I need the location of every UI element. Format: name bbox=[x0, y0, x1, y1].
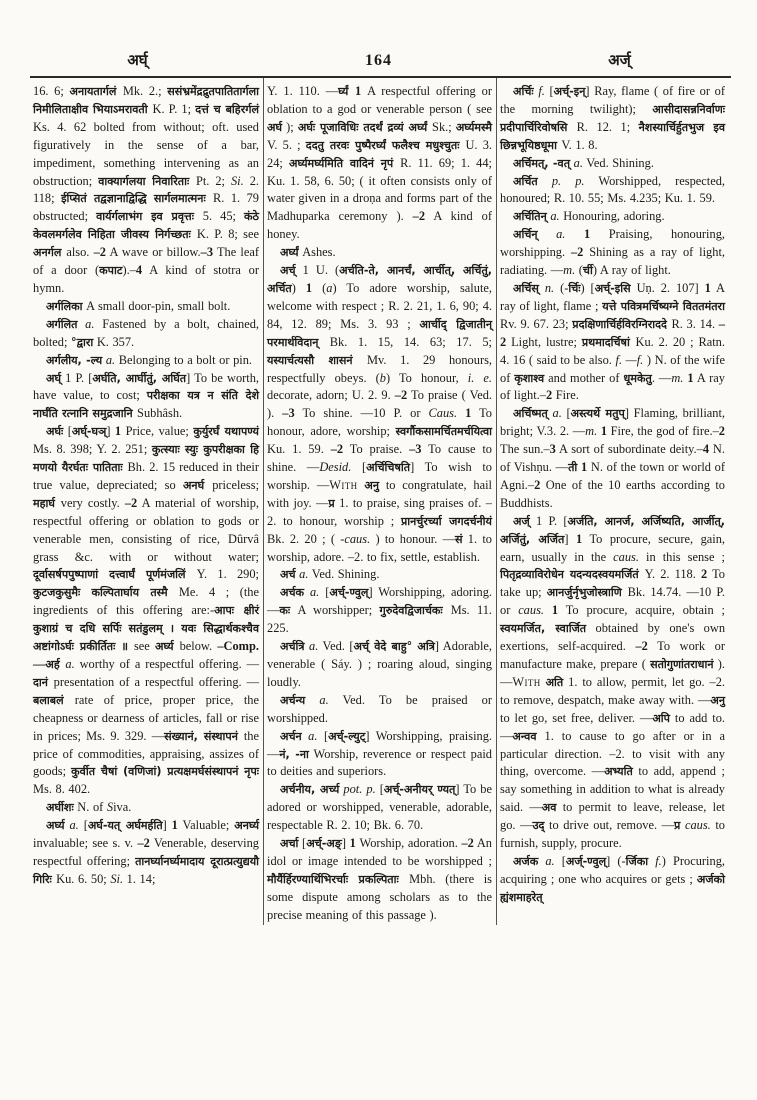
dictionary-entry: अर्चन a. [अर्च्-ल्युट्] Worshipping, praising. —नं, -ना Worship, reverence or respect paid to deities and superiors. bbox=[267, 728, 492, 779]
left-guide-word: अर्घ् bbox=[127, 51, 148, 69]
dictionary-entry: अर्गलिका A small door-pin, small bolt. bbox=[46, 298, 231, 313]
dictionary-entry: अर्चिन् a. 1 Praising, honouring, worshipping. –2 Shining as a ray of light, radiating. —m. (र्ची) A ray of light. bbox=[500, 227, 725, 278]
dictionary-entry: अर्चक a. [अर्च्-ण्वुल्] Worshipping, adoring. —कः A worshipper; गुरुदेवद्विजार्चकः Ms. 11. 225. bbox=[267, 585, 492, 636]
text-column-1 bbox=[30, 78, 263, 925]
dictionary-entry: अर्चिः f. [अर्च्-इन्] Ray, flame ( of fire or of the morning twilight); आसीदासन्ननिर्वाणः प्रदीपार्चिरिवोषसि R. 12. 1; नैशस्यार्चिर्हुतभुज इव छिन्नभूयिष्ठधूमा V. 1. 8. bbox=[500, 84, 725, 152]
dictionary-entry: अर्च a. Ved. Shining. bbox=[280, 567, 380, 582]
dictionary-entry: अर्चिष्मत् a. [अस्त्यर्थे मतुप्] Flaming, brilliant, bright; V.3. 2. —m. 1 Fire, the god of fire.–2 The sun.–3 A sort of subordinate deity.–4 N. of Vishṇu. —ती 1 N. of the town or world of Agni.–2 One of the 10 earths according to Buddhists. bbox=[500, 406, 725, 510]
text-columns bbox=[30, 78, 733, 925]
dictionary-entry: अर्चित p. p. Worshipped, respected, honoured; R. 10. 55; Ms. 4.235; Ku. 1. 59. bbox=[500, 173, 726, 206]
page-number: 164 bbox=[365, 52, 392, 69]
page-header bbox=[0, 0, 757, 74]
dictionary-entry: अर्जक a. [अर्ज्-ण्वुल्] (-र्जिका f.) Procuring, acquiring ; one who acquires or gets ; अर्जको ह्यंशमाहरेत् bbox=[500, 853, 725, 904]
dictionary-entry: 16. 6; अनायतार्गलं Mk. 2.; ससंभ्रमेंद्रद्रुतपातितार्गला निमीलिताक्षीव भियाऽमरावती K. P. 1; दत्तं च बहिरर्गलं Ks. 4. 62 bolted from without; oft. used figuratively in the sense of a bar, impediment, something intervening as an obstruction; वाक्यार्गलया निवारिताः Pt. 2; Si. 2. 118; ईप्सितं तद्वज्ञानाद्विद्धि सार्गलमात्मनः R. 1. 79 obstructed; वार्यर्गलाभंग इव प्रवृत्तः 5. 45; कंठे केवलमर्गलेव निहिता जीवस्य निर्गच्छतः K. P. 8; see अनर्गल also. –2 A wave or billow.–3 The leaf of a door (कपाट).–4 A kind of stotra or hymn. bbox=[33, 84, 260, 295]
dictionary-entry: अर्चत्रि a. Ved. [अर्च् वेदे बाहु° अत्रि] Adorable, venerable ( Sáy. ) ; roaring aloud, singing loudly. bbox=[267, 639, 492, 689]
dictionary-entry: अर्घीशः N. of Siva. bbox=[46, 800, 132, 815]
dictionary-entry: अर्चन्य a. Ved. To be praised or worshipped. bbox=[267, 692, 492, 725]
dictionary-entry: अर्चनीय, अर्च्य pot. p. [अर्च्-अनीयर् ण्यत्] To be adored or worshipped, venerable, adorable, respectable R. 2. 10; Bk. 6. 70. bbox=[267, 782, 492, 833]
dictionary-entry: अर्घ्यं Ashes. bbox=[280, 245, 336, 260]
dictionary-entry: अर्गलीय, -ल्य a. Belonging to a bolt or pin. bbox=[46, 352, 253, 367]
dictionary-entry: अर्चितिन् a. Honouring, adoring. bbox=[513, 209, 665, 224]
dictionary-entry: अर्चा [अर्च्-अङ्] 1 Worship, adoration. –2 An idol or image intended to be worshipped ; मौर्यैर्हिरण्यार्थिभिरर्चाः प्रकल्पिताः Mbh. (there is some dispute among scholars as to the precise meaning of this passage ). bbox=[267, 836, 492, 922]
dictionary-entry: Y. 1. 110. —र्घ्यं 1 A respectful offering or oblation to a god or venerable person ( see अर्घ ); अर्घः पूजाविधिः तदर्थं द्रव्यं अर्घ्यं Sk.; अर्घ्यमस्मै V. 5. ; ददतु तरवः पुष्पैरर्घ्यं फलैश्च मधुश्चुतः U. 3. 24; अर्घ्यमर्घ्यमिति वादिनं नृपं R. 11. 69; 1. 44; Ku. 1. 58, 6. 50; ( it often consists only of water given in a droṇa and forms part of the Madhuparka ceremony ). –2 A kind of honey. bbox=[267, 84, 492, 242]
dictionary-entry: अर्चिस् n. (-र्चिः) [अर्च्-इसि Uṇ. 2. 107] 1 A ray of light, flame ; यत्ते पवित्रमर्चिष्यग्ने विततमंतरा Rv. 9. 67. 23; प्रदक्षिणार्चिर्हविरग्निराददे R. 3. 14. –2 Light, lustre; प्रथमादर्चिषां Ku. 2. 20 ; Ratn. 4. 16 ( said to be also. f. —f. ) N. of the wife of कृशाश्व and mother of धूमकेतु. —m. 1 A ray of light.–2 Fire. bbox=[500, 280, 726, 403]
dictionary-entry: अर्चिमत्, -वत् a. Ved. Shining. bbox=[513, 155, 654, 170]
text-column-3 bbox=[496, 78, 729, 925]
dictionary-entry: अर्घ्य a. [अर्घ-यत् अर्घमर्हति] 1 Valuable; अनर्घ्य invaluable; see s. v. –2 Venerable, deserving respectful offering; तानर्घ्यानर्घ्यमादाय दूरात्प्रत्युद्ययौ गिरिः Ku. 6. 50; Si. 1. 14; bbox=[33, 818, 260, 886]
text-column-2 bbox=[263, 78, 496, 925]
dictionary-entry: अर्ज् 1 P. [अर्जति, आनर्ज, अर्जिष्यति, आर्जीत्, अर्जितुं, अर्जित] 1 To procure, secure, gain, earn, usually in the caus. in this sense ; पितृद्रव्याविरोधेन यदन्यदस्वयमर्जितं Y. 2. 118. 2 To take up; आनर्जुर्नृभुजोस्त्राणि Bk. 14.74. —10 P. or caus. 1 To procure, acquire, obtain ; स्वयमर्जित, स्वार्जित obtained by one's own exertions, self-acquired. –2 To work or manufacture make, prepare ( सतोगुणांतराधानं ). —With अति 1. to allow, permit, let go. –2. to remove, despatch, make away with. —अनु to let go, set free, deliver. —अपि to add to. —अन्वव 1. to cause to go after or in a particular direction. –2. to visit with any thing, overcome. —अभ्यति to add, append ; say something in addition to what is already said. —अव to permit to leave, release, let go. —उद् to drive out, remove. —प्र caus. to furnish, supply, procure. bbox=[500, 513, 726, 851]
dictionary-entry: अर्च् 1 U. (अर्चति-ते, आनर्चं, आर्चीत्, अर्चितुं, अर्चित) 1 (a) To adore worship, salute, welcome with respect ; R. 2. 21, 1. 6, 90; 4. 84, 12. 89; Ms. 3. 93 ; आर्चीद् द्विजातीन् परमार्थविदान् Bk. 1. 15, 14. 63; 17. 5; यस्यार्चत्यसौ शासनं Mv. 1. 29 honours, respectfully obeys. (b) To honour, i. e. decorate, adorn; U. 2. 9. –2 To praise ( Ved. ). –3 To shine. —10 P. or Caus. 1 To honour, adore, worship; स्वर्गौकसामर्चितमर्चयित्वा Ku. 1. 59. –2 To praise. –3 To cause to shine. —Desid. [अर्चिचिषति] To wish to worship. —With अनु to congratulate, hail with joy. —प्र 1. to praise, sing praises of. –2. to honour, worship ; प्रानर्चुरर्च्या जगदर्चनीयं Bk. 2. 20 ; ( -caus. ) to honour. —सं 1. to worship, adore. –2. to fix, settle, establish. bbox=[267, 263, 493, 564]
dictionary-entry: अर्गलित a. Fastened by a bolt, chained, bolted; °द्वारा K. 357. bbox=[33, 316, 260, 349]
right-guide-word: अर्ज् bbox=[608, 51, 631, 69]
dictionary-entry: अर्घः [अर्घ्-घञ्] 1 Price, value; कुर्युरर्घं यथापण्यं Ms. 8. 398; Y. 2. 251; कुत्स्याः स्युः कुपरीक्षका हि मणयो यैरर्घतः पातिताः Bh. 2. 15 reduced in their true value, depreciated; so अनर्घ priceless; महार्घ very costly. –2 A material of worship, respectful offering or oblation to gods or venerable men, consisting of rice, Dûrvâ grass &c. with or without water; दूर्वासर्षपपुष्पाणां दत्त्वार्घं पूर्णमंजलिं Y. 1. 290; कुटजकुसुमैः कल्पितार्घाय तस्मै Me. 4 ; (the ingredients of this offering are:-आपः क्षीरं कुशाग्रं च दधि सर्पिः सतंडुलम् । यवः सिद्धार्थकश्चैव अष्टांगोऽर्घः प्रकीर्तितः ॥ see अर्घ्य below. –Comp. —अर्ह a. worthy of a respectful offering. —दानं presentation of a respectful offering. —बलाबलं rate of price, proper price, the cheapness or dearness of articles, fall or rise in prices; Ms. 9. 329. —संख्यानं, संस्थापनं the price of commodities, appraising, assizes of goods; कुर्वीत चैषां (वणिजां) प्रत्यक्षमर्घसंस्थापनं नृपः Ms. 8. 402. bbox=[33, 424, 260, 797]
dictionary-entry: अर्घ् 1 P. [अर्घति, आर्घीतुं, अर्घित] To be worth, have value, to cost; परीक्षका यत्र न संति देशे नार्घंति रत्नानि समुद्रजानि Subhâsh. bbox=[33, 370, 260, 421]
